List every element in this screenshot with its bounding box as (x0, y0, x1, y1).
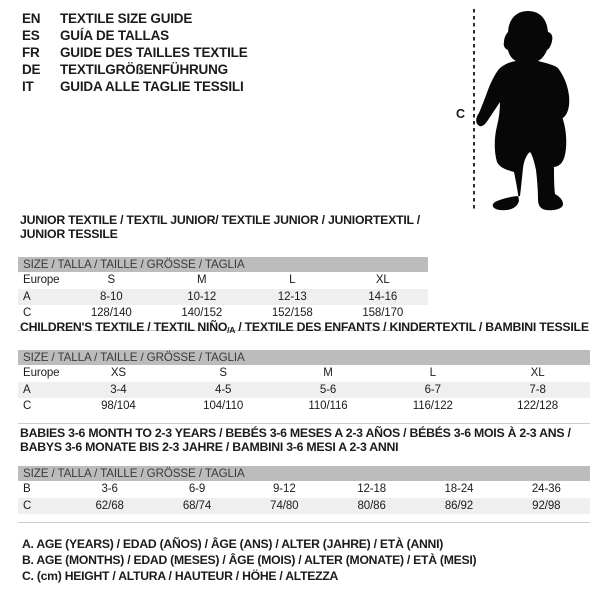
size-table (18, 466, 590, 514)
table-title-text: BABYS 3-6 MONATE BIS 2-3 JAHRE / BAMBINI 3-6 MESI A 2-3 ANNI (20, 440, 399, 454)
row-label: Europe (23, 367, 60, 380)
language-code: ES (22, 27, 40, 43)
junior-textile-section (18, 213, 428, 331)
table-cell: 122/128 (517, 400, 559, 413)
table-cell: XL (375, 274, 390, 287)
size-band-label: SIZE / TALLA / TAILLE / GRÖSSE / TAGLIA (18, 466, 590, 481)
language-row (22, 11, 248, 28)
table-cell: 6-7 (424, 383, 441, 396)
size-table (18, 350, 590, 415)
table-row (18, 289, 428, 306)
size-band-row (18, 257, 428, 272)
language-label: TEXTILGRÖßENFÜHRUNG (60, 61, 228, 77)
table-cell: 86/92 (444, 499, 474, 512)
row-label: C (23, 307, 32, 320)
baby-silhouette-icon (450, 4, 596, 216)
language-code: IT (22, 78, 34, 94)
table-title-line (20, 440, 590, 454)
language-label: TEXTILE SIZE GUIDE (60, 11, 193, 26)
title-table-gap (18, 454, 590, 466)
table-title (20, 320, 590, 337)
table-cell: 6-9 (188, 483, 206, 496)
table-cell: 5-6 (319, 383, 337, 396)
table-cell: 9-12 (273, 483, 296, 496)
table-title-text: CHILDREN'S TEXTILE / TEXTIL NIÑO (20, 320, 228, 334)
table-cell: M (323, 367, 333, 380)
table-title-line (20, 320, 590, 337)
footnote-line: A. AGE (YEARS) / EDAD (AÑOS) / ÂGE (ANS) / ALTER (JAHRE) / ETÀ (ANNI) (22, 537, 444, 551)
table-body (18, 272, 428, 322)
table-cell: L (289, 274, 296, 287)
size-band-label: SIZE / TALLA / TAILLE / GRÖSSE / TAGLIA (18, 350, 590, 365)
childrens-textile-section (18, 320, 590, 424)
table-head (18, 466, 590, 481)
table-cell: 7-8 (529, 383, 546, 396)
table-row (18, 398, 590, 415)
row-label: C (23, 400, 32, 413)
table-cell: 24-36 (531, 483, 561, 496)
table-cell: 62/68 (95, 499, 124, 512)
language-code: EN (22, 11, 41, 26)
table-cell: 18-24 (444, 483, 474, 496)
table-cell: 12-18 (357, 483, 387, 496)
table-body (18, 481, 590, 514)
table-cell: 92/98 (532, 499, 561, 512)
table-cell: 10-12 (187, 290, 217, 303)
table-title-text: /A (227, 325, 236, 335)
table-body (18, 365, 590, 415)
table-head (18, 257, 428, 272)
table-title-text: JUNIOR TEXTILE / TEXTIL JUNIOR/ TEXTILE JUNIOR / JUNIORTEXTIL / JUNIOR TESSILE (20, 213, 420, 241)
table-row (18, 272, 428, 289)
height-measure-label: C (456, 107, 466, 121)
language-row (22, 79, 248, 96)
table-head (18, 350, 590, 365)
table-wrapper (18, 350, 590, 424)
table-cell: 12-13 (277, 290, 307, 303)
table-cell: 80/86 (357, 499, 386, 512)
footnotes (22, 537, 476, 584)
table-title-line (20, 426, 590, 440)
language-row (22, 45, 248, 62)
table-row (18, 481, 590, 498)
language-label: GUIDE DES TAILLES TEXTILE (60, 44, 248, 60)
language-label: GUIDA ALLE TAGLIE TESSILI (60, 78, 244, 94)
row-label: Europe (23, 274, 60, 287)
row-label: A (23, 290, 31, 303)
table-title-line (20, 213, 428, 241)
table-cell: 8-10 (99, 290, 123, 303)
table-cell: 98/104 (101, 400, 136, 413)
table-cell: 3-4 (110, 383, 127, 396)
size-band-label: SIZE / TALLA / TAILLE / GRÖSSE / TAGLIA (18, 257, 428, 272)
table-row (18, 498, 590, 515)
row-label: A (23, 383, 31, 396)
table-cell: S (107, 274, 116, 287)
language-code: DE (22, 61, 41, 77)
size-band-row (18, 350, 590, 365)
table-cell: L (429, 367, 436, 380)
size-table (18, 257, 428, 322)
table-wrapper (18, 466, 590, 523)
table-cell: M (197, 274, 207, 287)
footnote-line: B. AGE (MONTHS) / EDAD (MESES) / ÂGE (MOIS) / ALTER (MONATE) / ETÀ (MESI) (22, 552, 477, 567)
table-cell: 14-16 (368, 290, 398, 303)
baby-silhouette-path (476, 11, 569, 210)
row-label: B (23, 483, 31, 496)
table-cell: 140/152 (181, 307, 223, 320)
table-cell: 110/116 (308, 400, 348, 413)
language-code: FR (22, 44, 40, 60)
table-row (18, 365, 590, 382)
table-title (20, 426, 590, 454)
table-title-text: / TEXTILE DES ENFANTS / KINDERTEXTIL / BAMBINI TESSILE (235, 320, 589, 334)
language-row (22, 28, 248, 45)
language-row (22, 62, 248, 79)
table-cell: 68/74 (182, 499, 212, 512)
table-cell: 74/80 (270, 499, 299, 512)
row-label: C (23, 499, 32, 512)
table-cell: 158/170 (362, 307, 404, 320)
title-table-gap (18, 337, 590, 350)
table-cell: 3-6 (101, 483, 118, 496)
footnote-line: C. (cm) HEIGHT / ALTURA / HAUTEUR / HÖHE / ALTEZZA (22, 568, 339, 583)
table-cell: 4-5 (215, 383, 232, 396)
table-cell: 116/122 (412, 400, 453, 413)
table-cell: 128/140 (90, 307, 132, 320)
baby-figure (450, 4, 596, 216)
table-cell: S (219, 367, 227, 380)
babies-textile-section (18, 426, 590, 523)
table-title-text: BABIES 3-6 MONTH TO 2-3 YEARS / BEBÉS 3-6 MESES A 2-3 AÑOS / BÉBÉS 3-6 MOIS À 2-3 ANS / (20, 426, 571, 440)
table-cell: 104/110 (203, 400, 244, 413)
table-cell: XL (530, 367, 545, 380)
size-band-row (18, 466, 590, 481)
title-table-gap (18, 241, 428, 257)
language-label: GUÍA DE TALLAS (60, 27, 169, 43)
table-cell: 152/158 (271, 307, 313, 320)
language-list (22, 11, 248, 96)
table-row (18, 382, 590, 399)
table-cell: XS (110, 367, 126, 380)
table-title (20, 213, 428, 241)
